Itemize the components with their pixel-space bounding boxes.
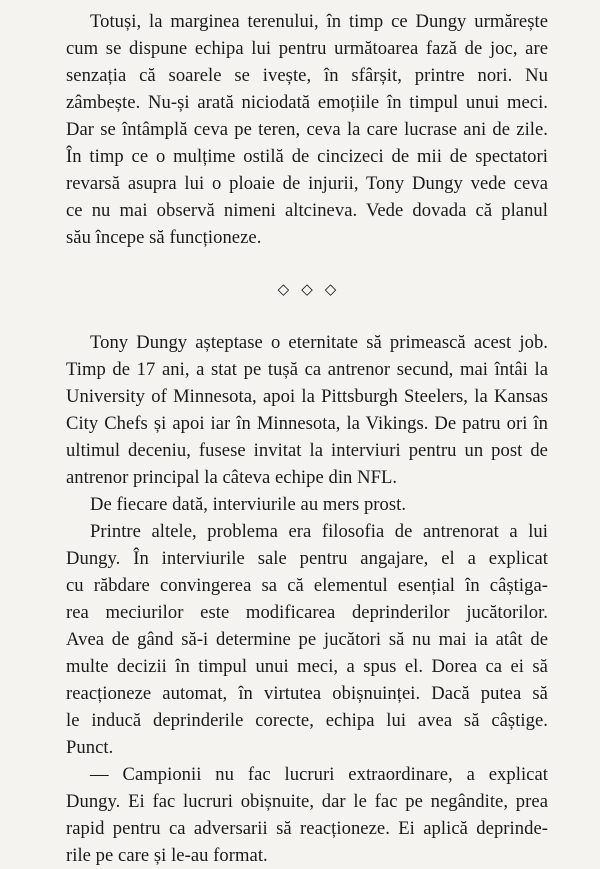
text-line: — Campionii nu fac lucruri extraordinare, a explicat (90, 764, 548, 785)
text-line: Tony Dungy așteptase o eternitate să primească acest job. (90, 332, 548, 353)
diamond-icon: ◇ (277, 280, 290, 298)
text-line: Dungy. În interviurile sale pentru angajare, el a explicat (66, 548, 548, 569)
paragraph-5 (66, 761, 548, 869)
section-2 (66, 329, 548, 869)
text-line: cum se dispune echipa lui pentru următoarea fază de joc, are (66, 38, 548, 59)
text-line: le inducă deprinderile corecte, echipa lui avea să câștige. (66, 710, 548, 731)
text-line: rapid pentru ca adversarii să reacționeze. Ei aplică deprinde- (66, 818, 548, 839)
text-line: rea meciurilor este modificarea deprinderilor jucătorilor. (66, 602, 548, 623)
text-line: Totuși, la marginea terenului, în timp ce Dungy urmărește (90, 11, 548, 32)
text-line: rile pe care și le-au format. (66, 845, 268, 866)
text-line: Printre altele, problema era filosofia de antrenorat a lui (90, 521, 548, 542)
text-line: Avea de gând să-i determine pe jucători să nu mai ia atât de (66, 629, 548, 650)
text-line: zâmbește. Nu-și arată niciodată emoțiile în timpul unui meci. (66, 92, 548, 113)
text-line: În timp ce o mulțime ostilă de cincizeci de mii de spectatori (66, 146, 548, 167)
paragraph-1 (66, 8, 548, 251)
text-line: University of Minnesota, apoi la Pittsburgh Steelers, la Kansas (66, 386, 548, 407)
text-line: ultimul deceniu, fusese invitat la interviuri pentru un post de (66, 440, 548, 461)
text-line: senzația că soarele se ivește, în sfârșit, printre nori. Nu (66, 65, 548, 86)
paragraph-3 (66, 491, 548, 518)
text-line: ce nu mai observă nimeni altcineva. Vede dovada că planul (66, 200, 548, 221)
text-line: cu răbdare convingerea sa că elementul esențial în câștiga- (66, 575, 548, 596)
diamond-icon: ◇ (301, 280, 313, 298)
text-line: Timp de 17 ani, a stat pe tușă ca antrenor secund, mai întâi la (66, 359, 548, 380)
text-line: Punct. (66, 737, 114, 758)
paragraph-2 (66, 329, 548, 491)
text-line: reacționeze automat, în virtutea obișnuinței. Dacă putea să (66, 683, 548, 704)
text-line: multe decizii în timpul unui meci, a spus el. Dorea ca ei să (66, 656, 548, 677)
diamond-icon: ◇ (324, 280, 337, 298)
text-line: De fiecare dată, interviurile au mers prost. (90, 494, 407, 515)
paragraph-4 (66, 518, 548, 761)
text-line: Dar se întâmplă ceva pe teren, ceva la care lucrase ani de zile. (66, 119, 548, 140)
section-separator (66, 251, 548, 327)
text-line: City Chefs și apoi iar în Minnesota, la Vikings. De patru ori în (66, 413, 548, 434)
text-line: Dungy. Ei fac lucruri obișnuite, dar le fac pe negândite, prea (66, 791, 548, 812)
text-line: antrenor principal la câteva echipe din NFL. (66, 467, 398, 488)
text-line: său începe să funcționeze. (66, 227, 262, 248)
text-line: revarsă asupra lui o ploaie de injurii, Tony Dungy vede ceva (66, 173, 548, 194)
